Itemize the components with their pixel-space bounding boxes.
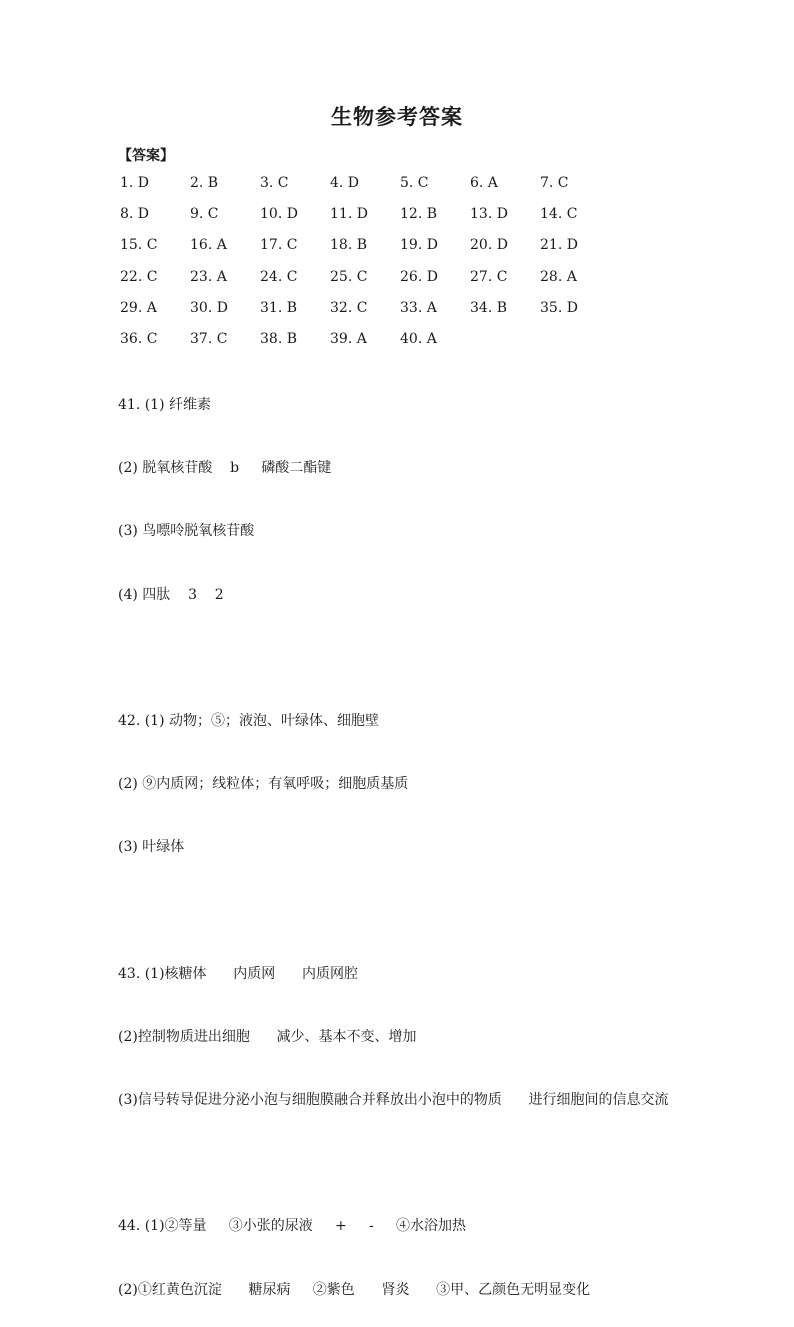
mcq-answer: 3. C xyxy=(260,175,289,191)
q44-line-2: (2)①红黄色沉淀 糖尿病 ②紫色 肾炎 ③甲、乙颜色无明显变化 xyxy=(118,1281,591,1298)
q42-line-3: (3) 叶绿体 xyxy=(118,839,185,856)
mcq-answer: 5. C xyxy=(400,175,429,191)
mcq-answer: 8. D xyxy=(120,206,150,223)
mcq-answer: 36. C xyxy=(120,330,158,347)
q43-line-1: 43. (1)核糖体 内质网 内质网腔 xyxy=(118,965,358,982)
answer-section-label: 【答案】 xyxy=(118,148,174,164)
mcq-answer: 2. B xyxy=(190,175,219,191)
q43-line-3: (3)信号转导促进分泌小泡与细胞膜融合并释放出小泡中的物质 进行细胞间的信息交流 xyxy=(118,1092,669,1109)
mcq-answer: 1. D xyxy=(120,175,150,191)
q41-line-2: (2) 脱氧核苷酸 b 磷酸二酯键 xyxy=(118,460,332,477)
mcq-answer: 19. D xyxy=(400,237,438,254)
mcq-answer: 15. C xyxy=(120,237,158,254)
mcq-answer: 6. A xyxy=(470,175,498,191)
mcq-answer: 10. D xyxy=(260,206,298,223)
mcq-answer: 22. C xyxy=(120,268,158,285)
mcq-answer: 29. A xyxy=(120,299,157,316)
mcq-answer: 33. A xyxy=(400,299,437,316)
mcq-answer: 40. A xyxy=(400,330,437,347)
mcq-answer: 31. B xyxy=(260,299,298,316)
mcq-answer: 11. D xyxy=(330,206,368,223)
mcq-answer: 21. D xyxy=(540,237,578,254)
q44-line-1: 44. (1)②等量 ③小张的尿液 + - ④水浴加热 xyxy=(118,1218,467,1235)
mcq-answer: 13. D xyxy=(470,206,508,223)
mcq-answer: 17. C xyxy=(260,237,298,254)
mcq-answer: 18. B xyxy=(330,237,368,254)
mcq-answer: 35. D xyxy=(540,299,578,316)
mcq-answer: 9. C xyxy=(190,206,219,223)
mcq-answer: 26. D xyxy=(400,268,438,285)
mcq-answer: 28. A xyxy=(540,268,577,285)
mcq-answer: 23. A xyxy=(190,268,227,285)
q41-line-3: (3) 鸟嘌呤脱氧核苷酸 xyxy=(118,523,255,540)
mcq-answer: 27. C xyxy=(470,268,508,285)
q41-line-4: (4) 四肽 3 2 xyxy=(118,586,224,603)
mcq-answer: 14. C xyxy=(540,206,578,223)
mcq-answer: 39. A xyxy=(330,330,367,347)
mcq-answer: 7. C xyxy=(540,175,569,191)
mcq-answer: 20. D xyxy=(470,237,508,254)
q41-line-1: 41. (1) 纤维素 xyxy=(118,397,211,413)
mcq-answer: 32. C xyxy=(330,299,368,316)
mcq-answer: 30. D xyxy=(190,299,228,316)
mcq-answer: 34. B xyxy=(470,299,508,316)
mcq-answer: 38. B xyxy=(260,330,298,347)
q43-line-2: (2)控制物质进出细胞 减少、基本不变、增加 xyxy=(118,1028,417,1045)
q42-line-2: (2) ⑨内质网；线粒体；有氧呼吸；细胞质基质 xyxy=(118,776,409,793)
mcq-answer: 25. C xyxy=(330,268,368,285)
answer-block xyxy=(118,363,669,1327)
page-title: 生物参考答案 xyxy=(331,104,463,129)
mcq-answer: 12. B xyxy=(400,206,438,223)
mcq-answer: 4. D xyxy=(330,175,360,191)
q42-line-1: 42. (1) 动物；⑤；液泡、叶绿体、细胞壁 xyxy=(118,712,379,729)
mcq-answer: 24. C xyxy=(260,268,298,285)
mcq-answer: 16. A xyxy=(190,237,227,254)
mcq-answer: 37. C xyxy=(190,330,228,347)
